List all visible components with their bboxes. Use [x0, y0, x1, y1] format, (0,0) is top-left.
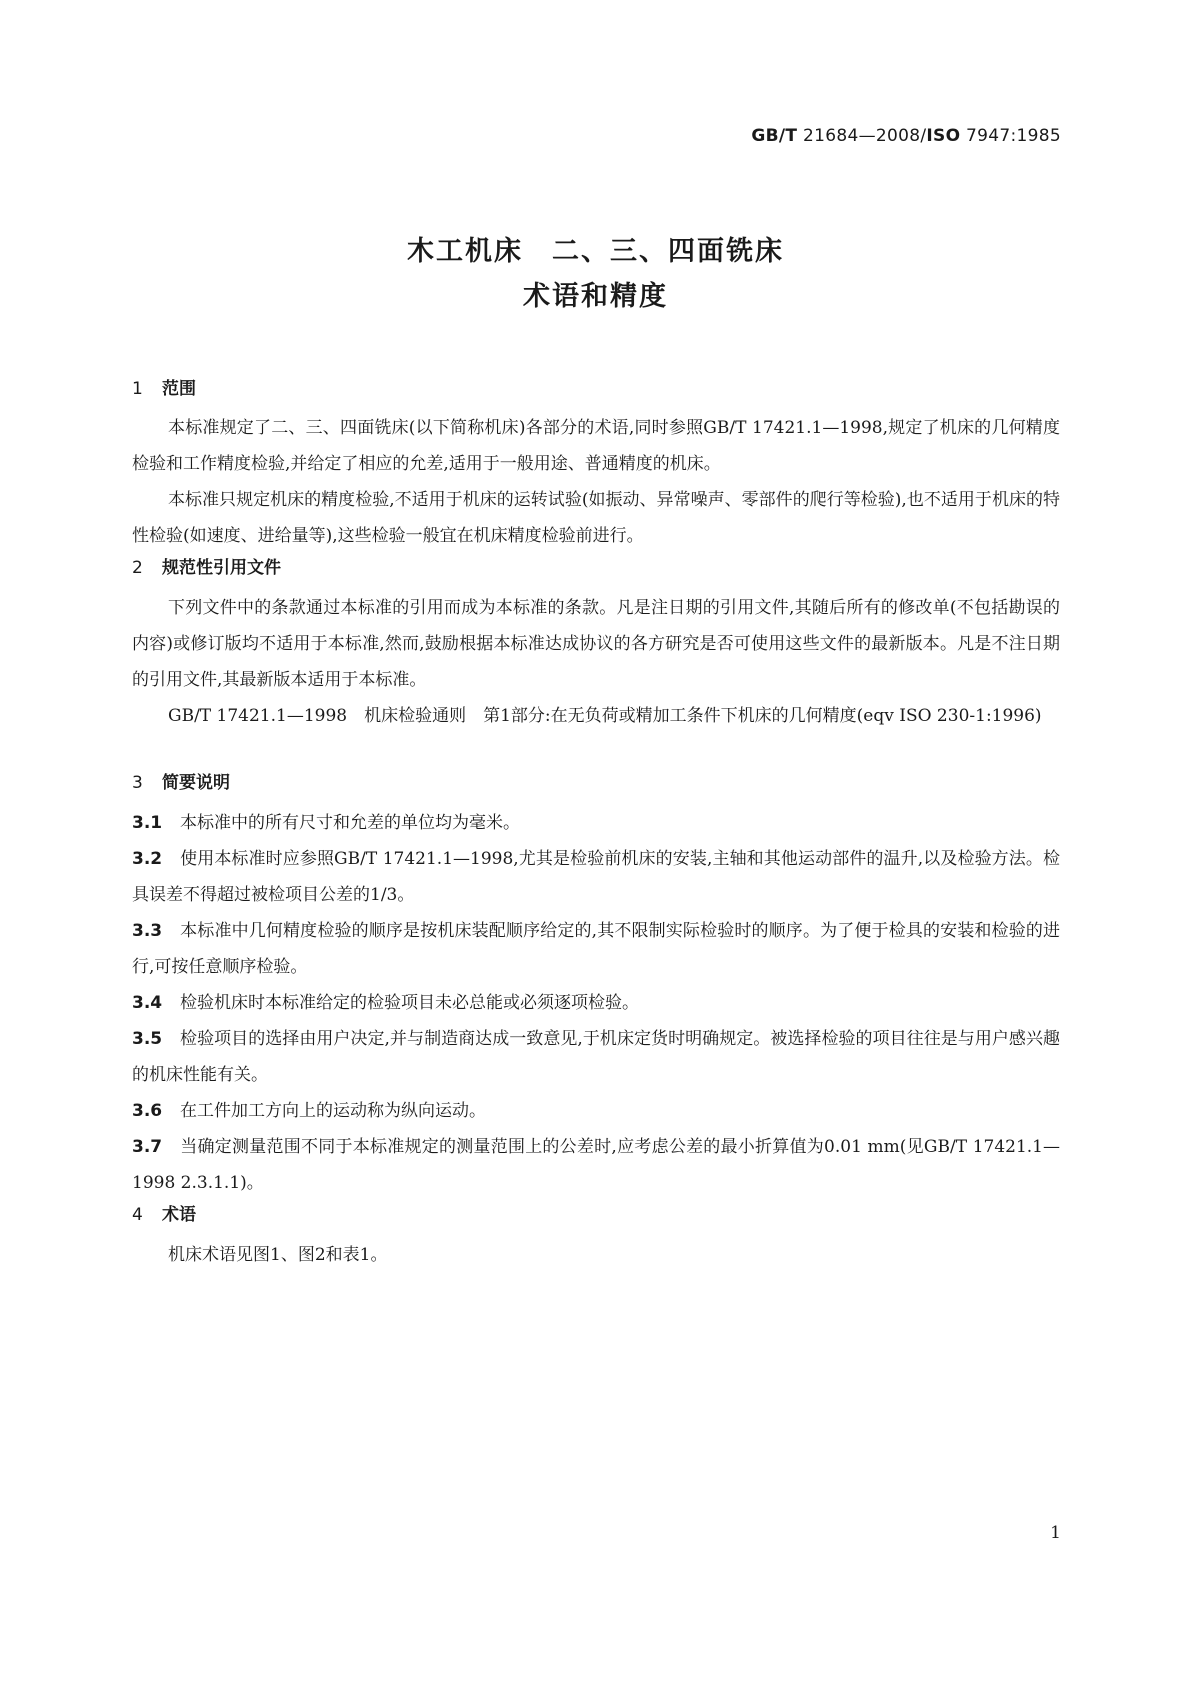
clause-text: 本标准中几何精度检验的顺序是按机床装配顺序给定的,其不限制实际检验时的顺序。为了便于检具的安装和检验的进行,可按任意顺序检验。 [132, 921, 1060, 977]
clause-number: 3.3 [132, 921, 163, 941]
clause-number: 3.4 [132, 993, 163, 1013]
clause-number: 3.2 [132, 849, 163, 869]
clause-number: 3.5 [132, 1029, 163, 1049]
section-1-paragraph-2: 本标准只规定机床的精度检验,不适用于机床的运转试验(如振动、异常噪声、零部件的爬行等检验),也不适用于机床的特性检验(如速度、进给量等),这些检验一般宜在机床精度检验前进行。 [132, 490, 1060, 546]
section-title: 术语 [162, 1205, 196, 1225]
document-title-line-2: 术语和精度 [523, 281, 668, 312]
clause-text: 检验项目的选择由用户决定,并与制造商达成一致意见,于机床定货时明确规定。被选择检验的项目往往是与用户感兴趣的机床性能有关。 [132, 1029, 1060, 1085]
section-3-heading [132, 768, 230, 793]
standard-code-number: 21684—2008/ [797, 126, 927, 146]
section-4-paragraph-1: 机床术语见图1、图2和表1。 [168, 1245, 388, 1265]
clause-number: 3.1 [132, 813, 163, 833]
clause-3-4 [132, 985, 1060, 1021]
clause-3-5 [132, 1021, 1060, 1093]
clause-3-2 [132, 841, 1060, 913]
section-title: 范围 [162, 379, 196, 399]
clause-text: 本标准中的所有尺寸和允差的单位均为毫米。 [180, 813, 520, 833]
section-2-paragraph-1: 下列文件中的条款通过本标准的引用而成为本标准的条款。凡是注日期的引用文件,其随后所有的修改单(不包括勘误的内容)或修订版均不适用于本标准,然而,鼓励根据本标准达成协议的各方研究是否可使用这些文件的最新版本。凡是不注日期的引用文件,其最新版本适用于本标准。 [132, 598, 1060, 690]
section-number: 1 [132, 379, 143, 399]
standard-code-prefix: GB/T [751, 126, 798, 146]
clause-3-7 [132, 1129, 1060, 1201]
section-1-paragraph-1: 本标准规定了二、三、四面铣床(以下简称机床)各部分的术语,同时参照GB/T 17421.1—1998,规定了机床的几何精度检验和工作精度检验,并给定了相应的允差,适用于一般用途、普通精度的机床。 [132, 418, 1060, 474]
document-title-line-1: 木工机床 二、三、四面铣床 [407, 236, 784, 267]
iso-prefix: ISO [926, 126, 961, 146]
standard-code [751, 126, 1061, 146]
clause-number: 3.6 [132, 1101, 163, 1121]
clause-text: 使用本标准时应参照GB/T 17421.1—1998,尤其是检验前机床的安装,主轴和其他运动部件的温升,以及检验方法。检具误差不得超过被检项目公差的1/3。 [132, 849, 1060, 905]
clause-3-6 [132, 1093, 1060, 1129]
section-4-heading [132, 1200, 196, 1225]
clause-3-3 [132, 913, 1060, 985]
section-number: 3 [132, 773, 143, 793]
clause-number: 3.7 [132, 1137, 163, 1157]
clause-text: 检验机床时本标准给定的检验项目未必总能或必须逐项检验。 [180, 993, 639, 1013]
section-number: 2 [132, 558, 143, 578]
section-number: 4 [132, 1205, 143, 1225]
section-2-reference: GB/T 17421.1—1998 机床检验通则 第1部分:在无负荷或精加工条件下机床的几何精度(eqv ISO 230-1:1996) [168, 706, 1042, 726]
clause-text: 在工件加工方向上的运动称为纵向运动。 [180, 1101, 486, 1121]
section-1-heading [132, 374, 196, 399]
clause-3-1 [132, 805, 1060, 841]
page-number: 1 [1050, 1523, 1061, 1543]
section-title: 规范性引用文件 [162, 558, 281, 578]
section-title: 简要说明 [162, 773, 230, 793]
iso-code: 7947:1985 [960, 126, 1061, 146]
section-2-heading [132, 553, 281, 578]
clause-text: 当确定测量范围不同于本标准规定的测量范围上的公差时,应考虑公差的最小折算值为0.01 mm(见GB/T 17421.1—1998 2.3.1.1)。 [132, 1137, 1060, 1193]
